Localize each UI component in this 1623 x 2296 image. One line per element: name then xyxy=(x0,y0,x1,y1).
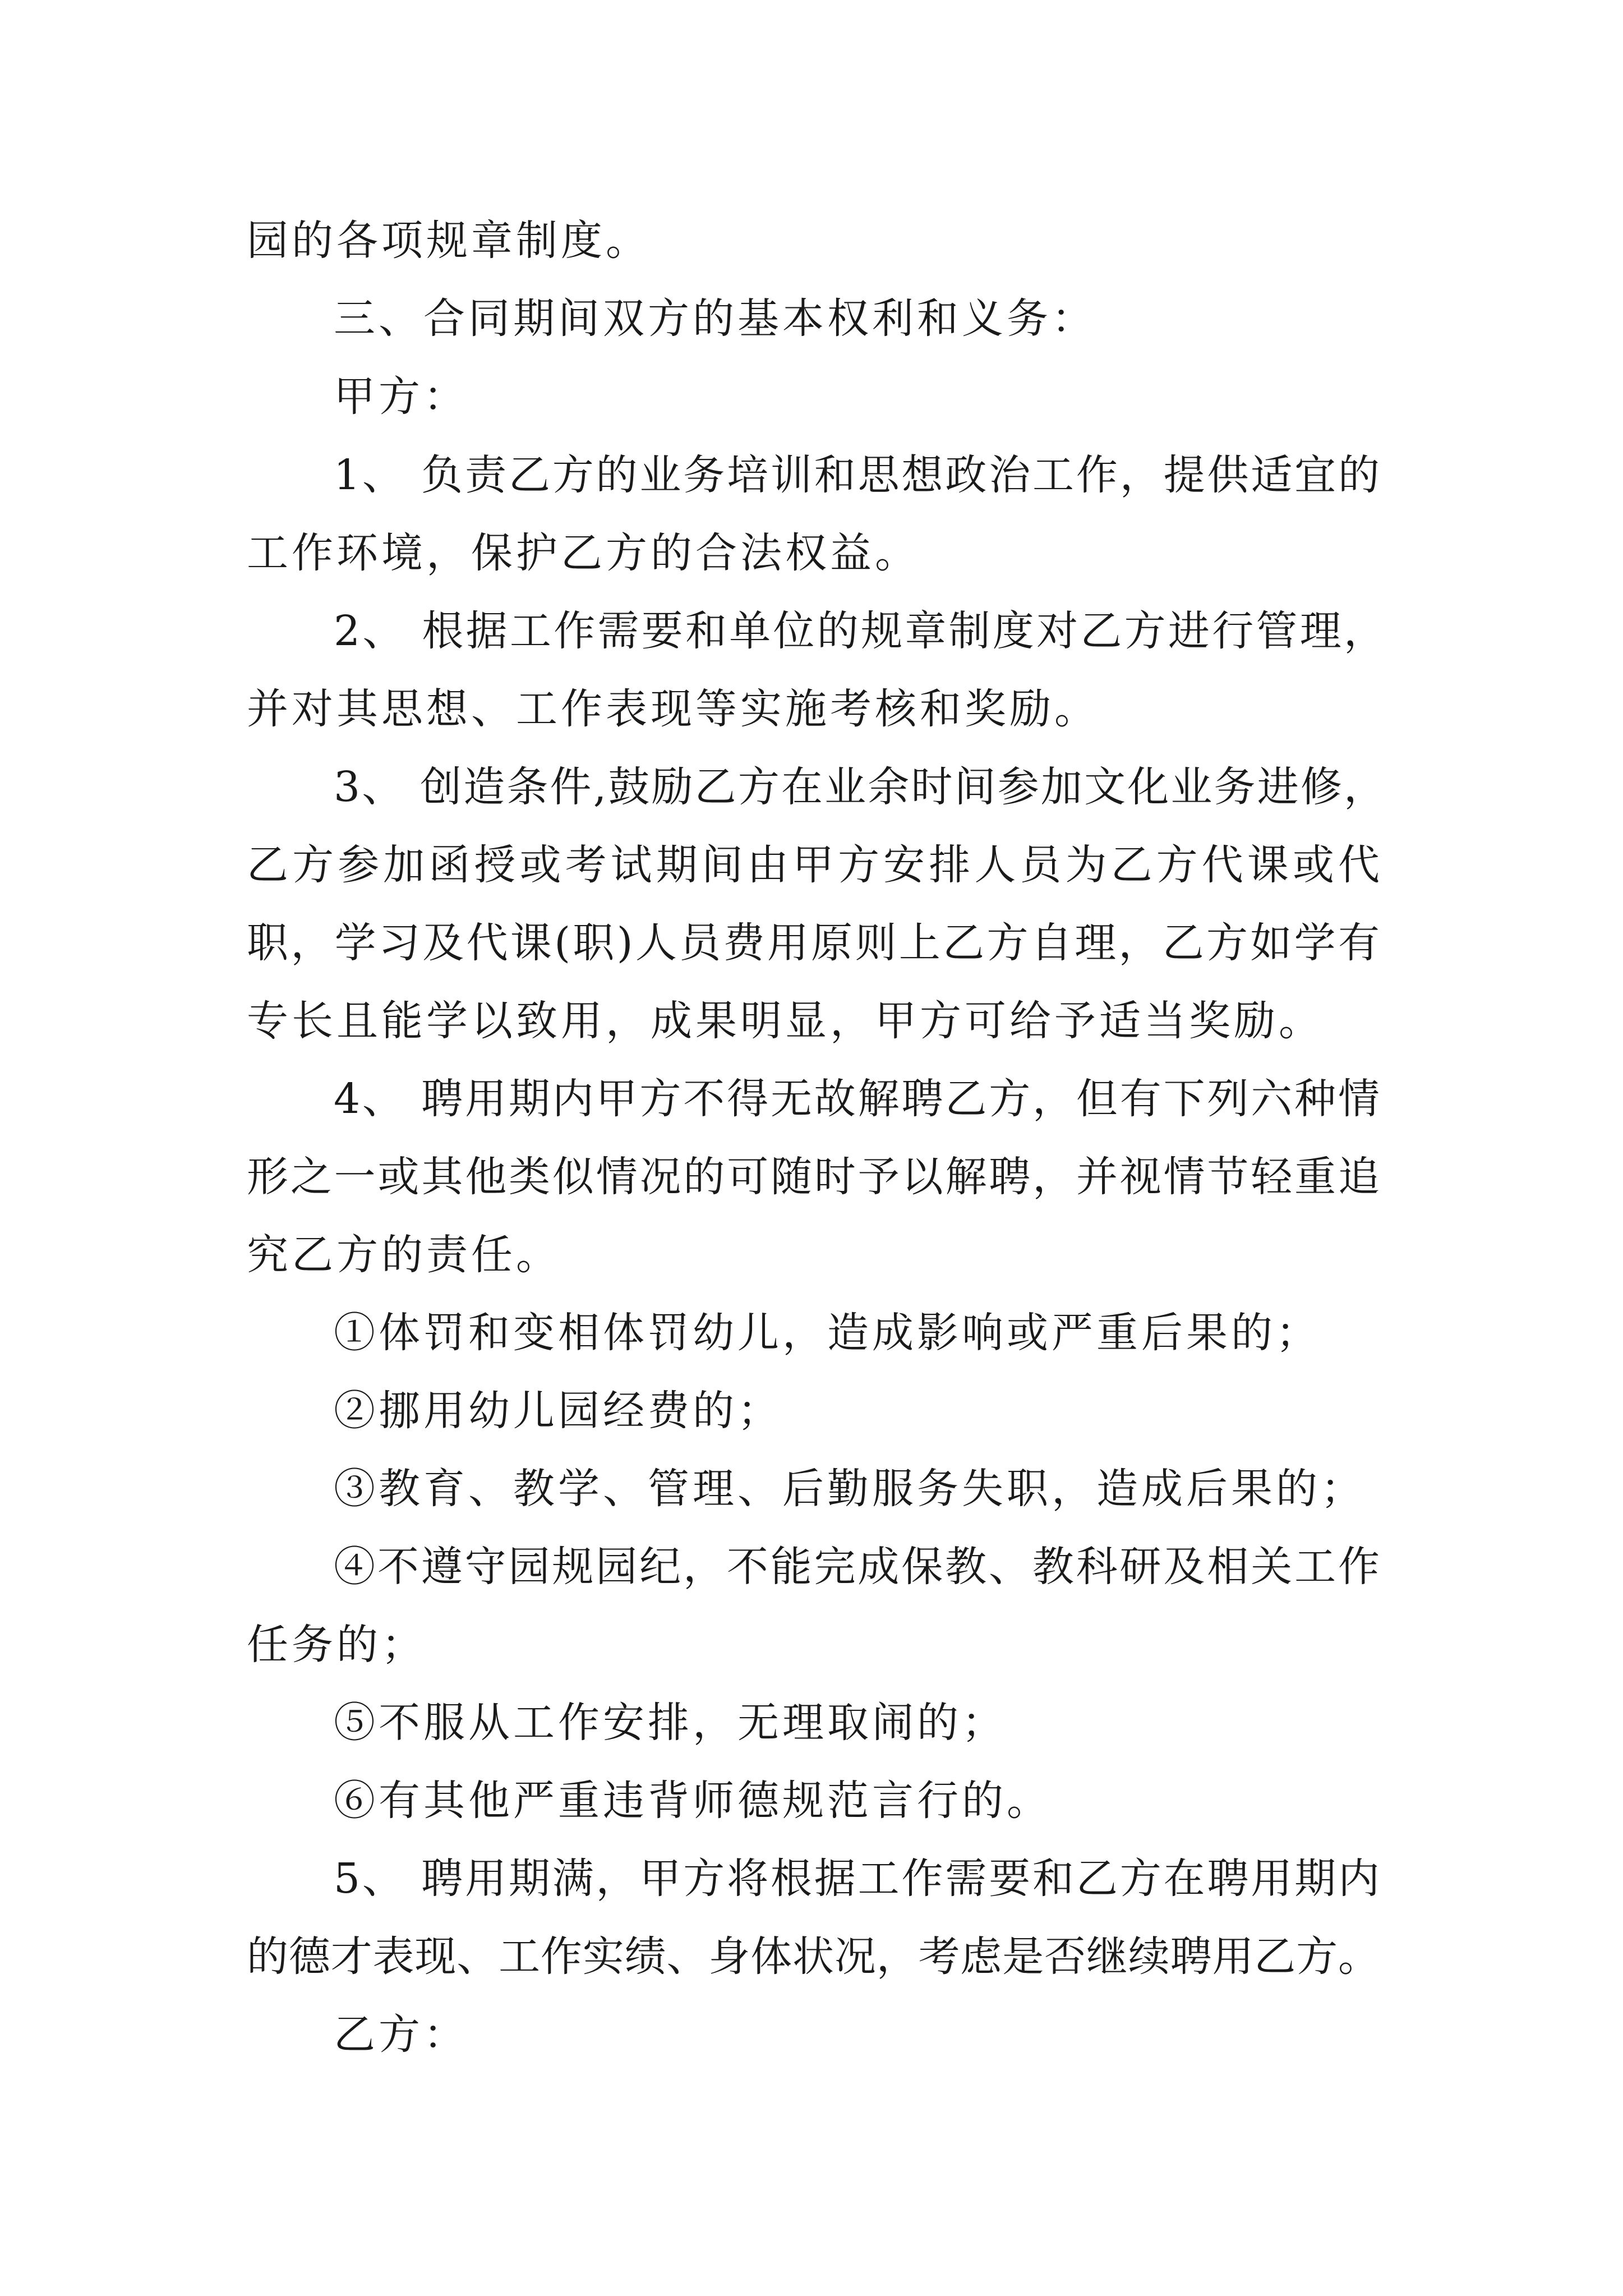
list-item-continuation: 任务的； xyxy=(247,1621,426,1669)
paragraph-line: 形之一或其他类似情况的可随时予以解聘，并视情节轻重追 xyxy=(247,1153,1380,1201)
paragraph-line: 究乙方的责任。 xyxy=(247,1231,561,1279)
list-item: ④不遵守园规园纪，不能完成保教、教科研及相关工作 xyxy=(334,1543,1380,1591)
paragraph-line: 专长且能学以致用，成果明显，甲方可给予适当奖励。 xyxy=(247,997,1324,1045)
list-item: ⑥有其他严重违背师德规范言行的。 xyxy=(334,1777,1052,1825)
paragraph-line: 园的各项规章制度。 xyxy=(247,217,651,265)
paragraph-line: 并对其思想、工作表现等实施考核和奖励。 xyxy=(247,685,1099,733)
list-item: ⑤不服从工作安排，无理取闹的； xyxy=(334,1699,1007,1747)
list-item: ③教育、教学、管理、后勤服务失职，造成后果的； xyxy=(334,1465,1366,1513)
party-a-heading: 甲方： xyxy=(334,372,468,421)
paragraph-line: 的德才表现、工作实绩、身体状况，考虑是否继续聘用乙方。 xyxy=(247,1932,1380,1981)
paragraph-line: 乙方参加函授或考试期间由甲方安排人员为乙方代课或代 xyxy=(247,841,1380,889)
list-item: ②挪用幼儿园经费的； xyxy=(334,1387,782,1435)
paragraph-line: 工作环境，保护乙方的合法权益。 xyxy=(247,529,920,577)
paragraph-line: 2、 根据工作需要和单位的规章制度对乙方进行管理， xyxy=(334,607,1385,655)
paragraph-line: 1、 负责乙方的业务培训和思想政治工作，提供适宜的 xyxy=(334,451,1380,499)
party-b-heading: 乙方： xyxy=(334,2010,468,2059)
section-heading: 三、合同期间双方的基本权利和义务： xyxy=(334,295,1096,343)
paragraph-line: 4、 聘用期内甲方不得无故解聘乙方，但有下列六种情 xyxy=(334,1075,1380,1123)
list-item: ①体罚和变相体罚幼儿，造成影响或严重后果的； xyxy=(334,1309,1321,1357)
paragraph-line: 3、 创造条件,鼓励乙方在业余时间参加文化业务进修， xyxy=(334,763,1385,811)
paragraph-line: 职，学习及代课(职)人员费用原则上乙方自理，乙方如学有 xyxy=(247,919,1380,967)
paragraph-line: 5、 聘用期满，甲方将根据工作需要和乙方在聘用期内 xyxy=(334,1855,1380,1903)
